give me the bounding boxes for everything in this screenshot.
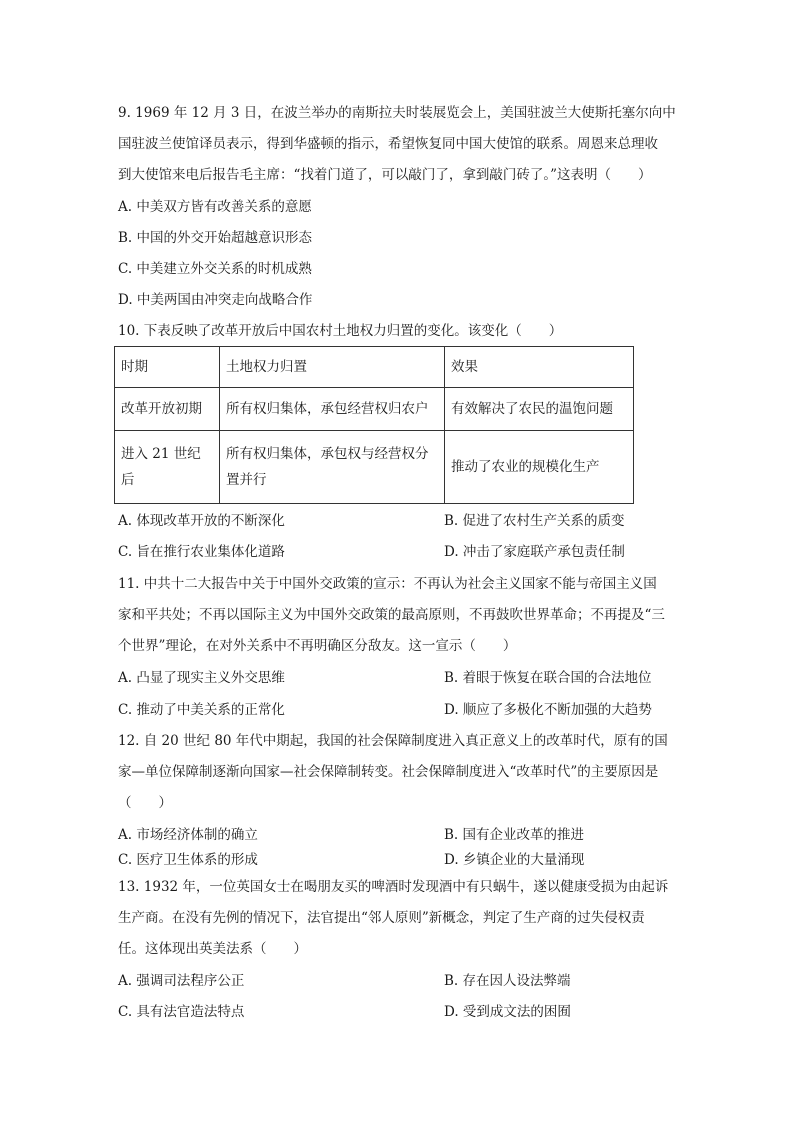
- q10-option-c: C. 旨在推行农业集体化道路: [118, 544, 285, 560]
- table-cell: 推动了农业的规模化生产: [445, 431, 634, 504]
- q11-stem-line-2: 家和平共处；不再以国际主义为中国外交政策的最高原则，不再鼓吹世界革命；不再提及“三: [118, 607, 665, 623]
- q11-stem-line-1: 11. 中共十二大报告中关于中国外交政策的宣示：不再认为社会主义国家不能与帝国主义国: [118, 576, 657, 592]
- q11-option-c: C. 推动了中美关系的正常化: [118, 702, 285, 718]
- q9-option-d: D. 中美两国由冲突走向战略合作: [118, 292, 313, 308]
- q13-stem-line-3: 任。这体现出英美法系（ ）: [118, 941, 307, 957]
- table-row: [115, 388, 634, 431]
- q9-stem-line-1: 9. 1969 年 12 月 3 日，在波兰举办的南斯拉夫时装展览会上，美国驻波兰大使斯托塞尔向中: [118, 105, 676, 121]
- q11-option-b: B. 着眼于恢复在联合国的合法地位: [444, 670, 652, 686]
- q10-stem: 10. 下表反映了改革开放后中国农村土地权力归置的变化。该变化（ ）: [118, 323, 563, 339]
- q9-stem-line-2: 国驻波兰使馆译员表示，得到华盛顿的指示，希望恢复同中国大使馆的联系。周恩来总理收: [118, 136, 658, 152]
- table-cell: 有效解决了农民的温饱问题: [445, 388, 634, 431]
- table-cell: 所有权归集体，承包权与经营权分置并行: [220, 431, 445, 504]
- q12-option-d: D. 乡镇企业的大量涌现: [444, 852, 585, 868]
- q13-stem-line-1: 13. 1932 年，一位英国女士在喝朋友买的啤酒时发现酒中有只蜗牛，遂以健康受损为由起诉: [118, 879, 669, 895]
- q12-stem-line-2: 家—单位保障制逐渐向国家—社会保障制转变。社会保障制度进入“改革时代”的主要原因是: [118, 764, 659, 780]
- q10-option-d: D. 冲击了家庭联产承包责任制: [444, 544, 625, 560]
- q11-stem-line-3: 个世界”理论，在对外关系中不再明确区分敌友。这一宣示（ ）: [118, 638, 517, 654]
- table-header-cell: 时期: [115, 347, 220, 388]
- table-header-cell: 效果: [445, 347, 634, 388]
- q9-option-b: B. 中国的外交开始超越意识形态: [118, 230, 313, 246]
- q9-option-c: C. 中美建立外交关系的时机成熟: [118, 261, 312, 277]
- q12-stem-line-1: 12. 自 20 世纪 80 年代中期起，我国的社会保障制度进入真正意义上的改革时代，原有的国: [118, 733, 668, 749]
- table-cell: 进入 21 世纪后: [115, 431, 220, 504]
- land-rights-table: [114, 346, 634, 504]
- q13-stem-line-2: 生产商。在没有先例的情况下，法官提出“邻人原则”新概念，判定了生产商的过失侵权责: [118, 910, 645, 926]
- q12-option-a: A. 市场经济体制的确立: [118, 827, 258, 843]
- q12-option-c: C. 医疗卫生体系的形成: [118, 852, 258, 868]
- table-header-row: [115, 347, 634, 388]
- q13-option-b: B. 存在因人设法弊端: [444, 973, 571, 989]
- q12-option-b: B. 国有企业改革的推进: [444, 827, 585, 843]
- q9-stem-line-3: 到大使馆来电后报告毛主席：“找着门道了，可以敲门了，拿到敲门砖了。”这表明（ ）: [118, 167, 652, 183]
- q12-stem-line-3: （ ）: [118, 795, 172, 811]
- table-row: [115, 431, 634, 504]
- q11-option-d: D. 顺应了多极化不断加强的大趋势: [444, 702, 652, 718]
- table-cell: 所有权归集体，承包经营权归农户: [220, 388, 445, 431]
- q11-option-a: A. 凸显了现实主义外交思维: [118, 670, 285, 686]
- q13-option-a: A. 强调司法程序公正: [118, 973, 245, 989]
- q13-option-c: C. 具有法官造法特点: [118, 1004, 245, 1020]
- q9-option-a: A. 中美双方皆有改善关系的意愿: [118, 199, 312, 215]
- table-header-cell: 土地权力归置: [220, 347, 445, 388]
- q10-option-a: A. 体现改革开放的不断深化: [118, 513, 285, 529]
- q10-option-b: B. 促进了农村生产关系的质变: [444, 513, 625, 529]
- q13-option-d: D. 受到成文法的困囿: [444, 1004, 571, 1020]
- table-cell: 改革开放初期: [115, 388, 220, 431]
